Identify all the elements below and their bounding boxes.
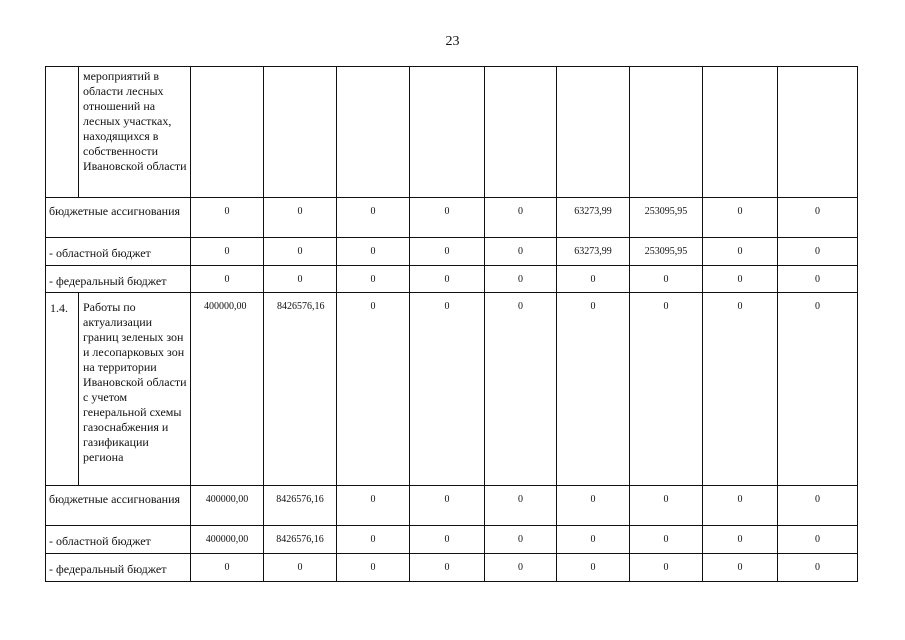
value-cell: 0 xyxy=(264,198,337,238)
value-cell: 0 xyxy=(410,238,485,266)
value-cell xyxy=(410,67,485,198)
value-cell: 0 xyxy=(630,266,703,293)
page-number: 23 xyxy=(445,34,460,49)
value-cell: 0 xyxy=(778,554,858,582)
value-cell: 8426576,16 xyxy=(264,486,337,526)
event-name-cell: Работы по актуализации границ зеленых зон и лесопарковых зон на территории Ивановской области с учетом генеральной схемы газоснабжения и газификации региона xyxy=(79,293,191,486)
value-cell: 400000,00 xyxy=(191,293,264,486)
value-cell: 0 xyxy=(630,554,703,582)
value-cell: 0 xyxy=(557,554,630,582)
value-cell: 0 xyxy=(703,526,778,554)
value-cell: 0 xyxy=(410,266,485,293)
value-cell: 0 xyxy=(630,486,703,526)
index-cell xyxy=(46,67,79,198)
value-cell: 0 xyxy=(191,266,264,293)
row-label: - областной бюджет xyxy=(46,526,191,554)
value-cell: 0 xyxy=(557,266,630,293)
value-cell: 63273,99 xyxy=(557,238,630,266)
table-row xyxy=(46,67,858,198)
value-cell xyxy=(264,67,337,198)
value-cell: 0 xyxy=(337,198,410,238)
value-cell: 0 xyxy=(191,238,264,266)
value-cell: 0 xyxy=(778,293,858,486)
value-cell: 0 xyxy=(703,554,778,582)
row-label: - федеральный бюджет xyxy=(46,554,191,582)
value-cell: 0 xyxy=(485,198,557,238)
value-cell xyxy=(630,67,703,198)
value-cell: 8426576,16 xyxy=(264,526,337,554)
value-cell: 0 xyxy=(703,198,778,238)
value-cell: 0 xyxy=(264,554,337,582)
value-cell: 0 xyxy=(778,486,858,526)
value-cell: 0 xyxy=(337,293,410,486)
row-label: - федеральный бюджет xyxy=(46,266,191,293)
value-cell: 63273,99 xyxy=(557,198,630,238)
value-cell: 0 xyxy=(630,293,703,486)
value-cell: 0 xyxy=(337,526,410,554)
value-cell: 0 xyxy=(485,293,557,486)
table-row xyxy=(46,526,858,554)
value-cell: 0 xyxy=(778,526,858,554)
table-row xyxy=(46,554,858,582)
value-cell xyxy=(191,67,264,198)
value-cell xyxy=(485,67,557,198)
table-row xyxy=(46,266,858,293)
value-cell: 0 xyxy=(485,238,557,266)
budget-table xyxy=(45,66,858,582)
value-cell: 0 xyxy=(191,198,264,238)
table-row xyxy=(46,238,858,266)
table-row xyxy=(46,198,858,238)
value-cell: 0 xyxy=(778,266,858,293)
value-cell: 0 xyxy=(264,238,337,266)
value-cell: 0 xyxy=(703,266,778,293)
value-cell: 0 xyxy=(630,526,703,554)
row-label: бюджетные ассигнования xyxy=(46,486,191,526)
value-cell: 0 xyxy=(337,238,410,266)
row-label: - областной бюджет xyxy=(46,238,191,266)
value-cell: 0 xyxy=(778,198,858,238)
value-cell: 0 xyxy=(337,554,410,582)
value-cell: 0 xyxy=(410,486,485,526)
value-cell: 0 xyxy=(337,266,410,293)
value-cell: 0 xyxy=(337,486,410,526)
value-cell: 253095,95 xyxy=(630,238,703,266)
row-label: бюджетные ассигнования xyxy=(46,198,191,238)
table-row xyxy=(46,486,858,526)
value-cell: 0 xyxy=(410,198,485,238)
value-cell: 8426576,16 xyxy=(264,293,337,486)
value-cell: 400000,00 xyxy=(191,526,264,554)
value-cell: 0 xyxy=(485,486,557,526)
value-cell: 0 xyxy=(703,293,778,486)
value-cell: 0 xyxy=(191,554,264,582)
value-cell: 253095,95 xyxy=(630,198,703,238)
value-cell: 0 xyxy=(264,266,337,293)
value-cell: 0 xyxy=(703,486,778,526)
value-cell: 0 xyxy=(778,238,858,266)
value-cell: 0 xyxy=(557,486,630,526)
value-cell: 0 xyxy=(485,526,557,554)
value-cell: 0 xyxy=(410,526,485,554)
value-cell: 0 xyxy=(485,266,557,293)
value-cell: 0 xyxy=(410,293,485,486)
value-cell xyxy=(557,67,630,198)
event-name-cell: мероприятий в области лесных отношений на лесных участках, находящихся в собственности Ивановской области xyxy=(79,67,191,198)
value-cell xyxy=(703,67,778,198)
value-cell xyxy=(337,67,410,198)
value-cell: 400000,00 xyxy=(191,486,264,526)
value-cell: 0 xyxy=(557,526,630,554)
value-cell: 0 xyxy=(485,554,557,582)
table-row xyxy=(46,293,858,486)
item-index: 1.4. xyxy=(46,293,79,486)
value-cell xyxy=(778,67,858,198)
value-cell: 0 xyxy=(703,238,778,266)
value-cell: 0 xyxy=(557,293,630,486)
value-cell: 0 xyxy=(410,554,485,582)
